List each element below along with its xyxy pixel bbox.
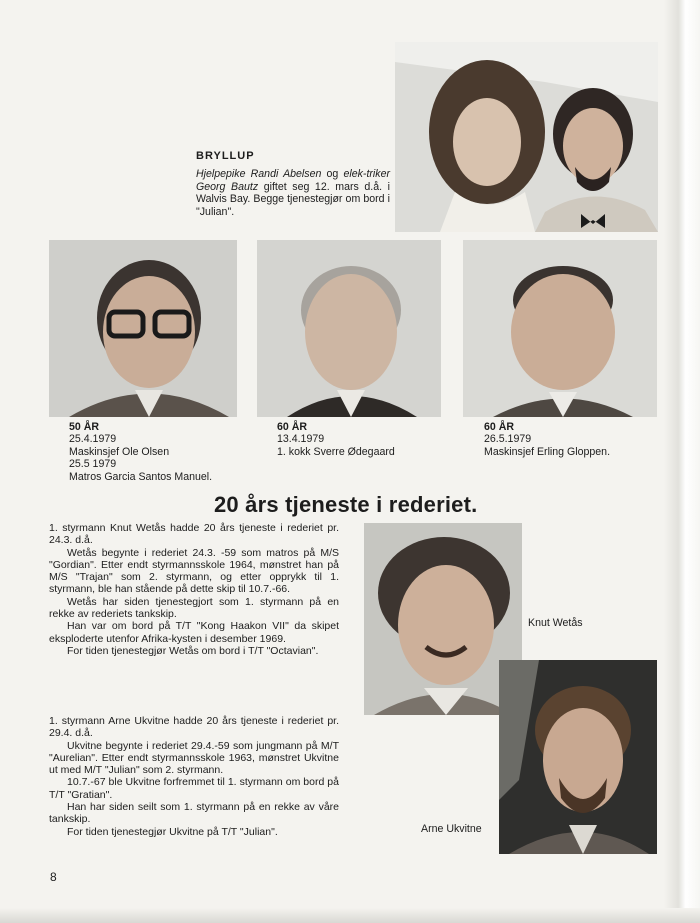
birthday-line: Maskinsjef Erling Gloppen.	[484, 445, 611, 458]
article-paragraph: For tiden tjenestegjør Wetås om bord i T/T "Octavian".	[67, 644, 319, 657]
birthday-line: 13.4.1979	[277, 433, 325, 446]
birthday-caption-2	[277, 421, 395, 458]
article-paragraph: Ukvitne begynte i rederiet 29.4.-59 som jungmann på M/T "Aurelian". Etter endt styrmannsskole 1963, mønstret Ukvitne ut med M/T "Julian" som 2. styrmann.	[49, 739, 339, 777]
portrait-sverre-odegaard	[257, 240, 441, 417]
article-paragraph: 1. styrmann Knut Wetås hadde 20 års tjeneste i rederiet pr. 24.3. d.å.	[49, 522, 339, 547]
portrait-arne-ukvitne	[499, 660, 657, 854]
article-body-ukvitne	[49, 715, 339, 838]
birthday-line: Maskinsjef Ole Olsen	[69, 445, 170, 458]
caption-knut-wetas: Knut Wetås	[528, 617, 583, 629]
article-paragraph: Wetås begynte i rederiet 24.3. -59 som matros på M/S "Gordian". Etter endt styrmannsskole 1964, mønstret han på M/S "Trajan" som 2. styrmann, og etter opprykk til 1. styrmann, ble han stående på dette skip til 10.7.-66.	[49, 546, 339, 596]
birthday-age: 50 ÅR	[69, 421, 100, 433]
page-edge-right	[664, 0, 700, 923]
wedding-name-bride: Hjelpepike Randi Abelsen	[196, 168, 322, 181]
article-headline: 20 års tjeneste i rederiet.	[214, 492, 478, 517]
birthday-line: 25.5 1979	[69, 458, 117, 471]
wedding-announcement	[196, 150, 390, 218]
birthday-line: Matros Garcia Santos Manuel.	[69, 470, 213, 483]
portrait-ole-olsen	[49, 240, 237, 417]
page-number: 8	[50, 870, 57, 884]
birthday-age: 60 ÅR	[277, 421, 308, 433]
article-paragraph: For tiden tjenestegjør Ukvitne på T/T "Julian".	[67, 825, 278, 838]
wedding-photo	[395, 42, 658, 232]
birthday-caption-1	[69, 421, 212, 483]
article-paragraph: 1. styrmann Arne Ukvitne hadde 20 års tjeneste i rederiet pr. 29.4. d.å.	[49, 715, 339, 740]
birthday-line: 25.4.1979	[69, 433, 117, 446]
birthday-line: 1. kokk Sverre Ødegaard	[277, 445, 395, 458]
wedding-text: giftet seg 12. mars d.å. i Walvis Bay. Begge tjenestegjør om bord i "Julian".	[196, 180, 390, 218]
wedding-and: og	[321, 168, 344, 181]
article-paragraph: 10.7.-67 ble Ukvitne forfremmet til 1. styrmann om bord på T/T "Gratian".	[49, 776, 339, 801]
portrait-erling-gloppen	[463, 240, 657, 417]
wedding-body	[196, 168, 390, 218]
article-body-wetas	[49, 522, 339, 657]
birthday-line: 26.5.1979	[484, 433, 532, 446]
caption-arne-ukvitne: Arne Ukvitne	[421, 823, 482, 835]
wedding-heading: BRYLLUP	[196, 150, 255, 162]
wedding-name-groom: elek-triker Georg Bautz	[196, 168, 390, 193]
article-paragraph: Wetås har siden tjenestegjort som 1. styrmann på en rekke av rederiets tankskip.	[49, 595, 339, 621]
page-edge-bottom	[0, 908, 700, 923]
birthday-caption-3	[484, 421, 610, 458]
birthday-age: 60 ÅR	[484, 421, 515, 433]
article-paragraph: Han har siden seilt som 1. styrmann på en rekke av våre tankskip.	[49, 801, 339, 826]
article-paragraph: Han var om bord på T/T "Kong Haakon VII" da skipet eksploderte utenfor Afrika-kysten i desember 1969.	[49, 620, 339, 645]
